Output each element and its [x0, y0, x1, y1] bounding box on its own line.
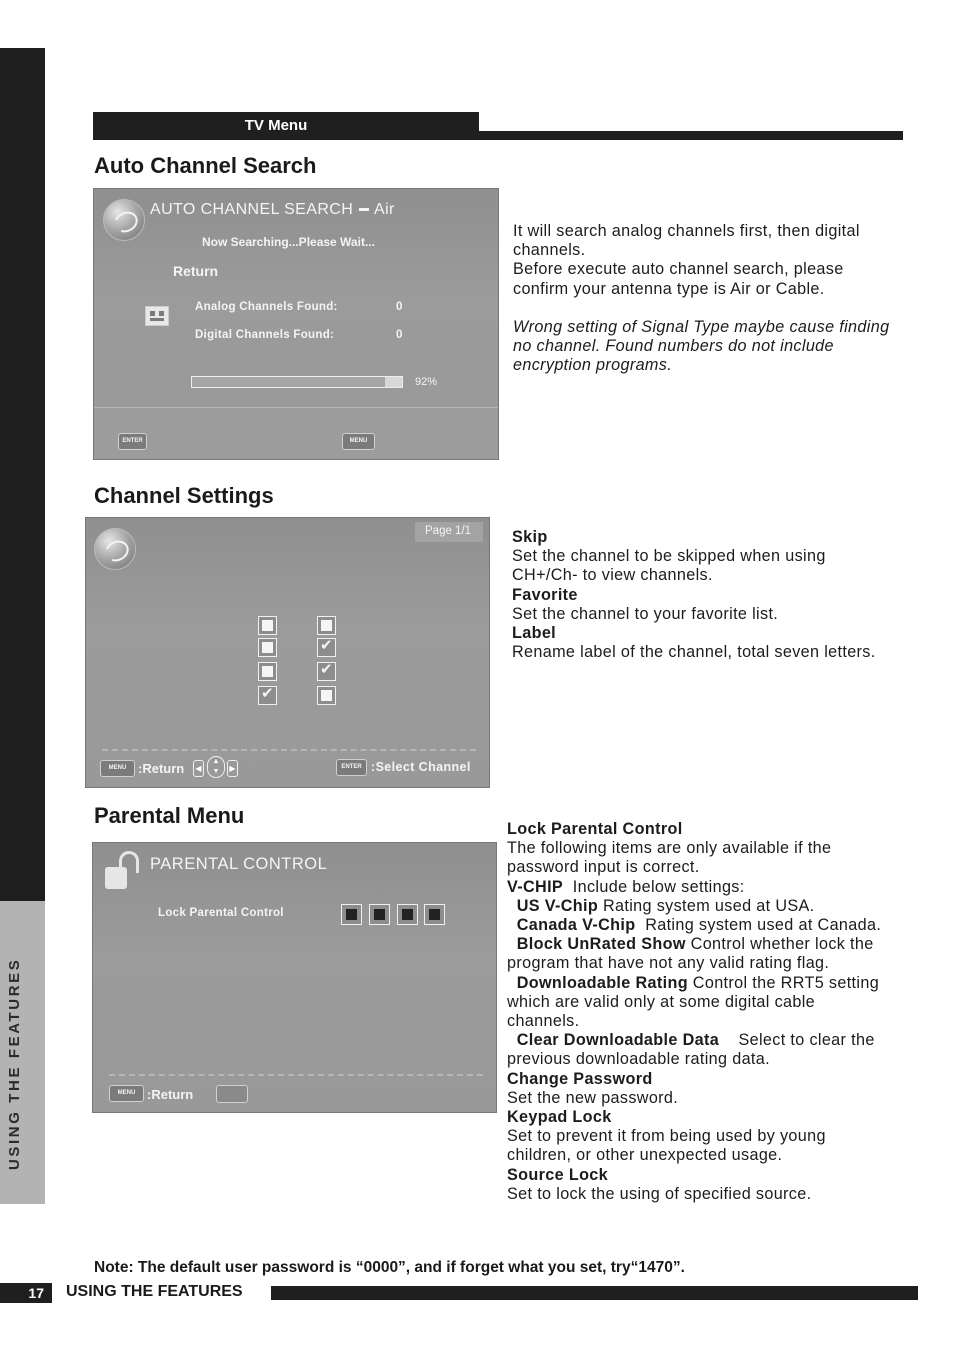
download-title: Downloadable Rating	[516, 973, 688, 992]
progress-bar	[191, 376, 403, 388]
channel-checkbox[interactable]	[258, 616, 277, 635]
channel-checkbox[interactable]	[317, 686, 336, 705]
enter-key[interactable]: ENTER	[336, 759, 367, 776]
header-tab: TV Menu	[93, 112, 479, 140]
canada-vchip-title: Canada V-Chip	[516, 916, 636, 935]
check-icon: ✔	[320, 637, 333, 654]
parental-title: Parental Menu	[94, 803, 245, 828]
vchip-title: V-CHIP	[507, 877, 564, 896]
label-desc: Rename label of the channel, total seven letters.	[512, 643, 876, 662]
channel-settings-description	[512, 528, 892, 662]
page-indicator: Page 1/1	[425, 525, 472, 537]
page-number: 17	[0, 1283, 52, 1303]
screen-divider	[102, 749, 476, 751]
menu-key[interactable]: MENU	[342, 433, 375, 450]
sidebar-dark-band	[0, 48, 45, 901]
menu-key[interactable]: MENU	[109, 1085, 144, 1102]
footer-section-title: USING THE FEATURES	[66, 1283, 243, 1300]
desc-note: Wrong setting of Signal Type maybe cause finding no channel. Found numbers do not include encryption programs.	[513, 317, 890, 375]
source-title: Source Lock	[507, 1165, 609, 1184]
screen-heading: AUTO CHANNEL SEARCH Air	[150, 201, 395, 218]
channel-checkbox[interactable]	[317, 616, 336, 635]
parental-screen	[92, 842, 497, 1113]
lock-desc: The following items are only available if the password input is correct.	[507, 839, 832, 877]
empty-box	[321, 620, 332, 631]
blank-key[interactable]	[216, 1085, 248, 1103]
select-hint: :Select Channel	[371, 760, 471, 774]
channel-checkbox[interactable]	[258, 638, 277, 657]
clear-title: Clear Downloadable Data	[516, 1031, 720, 1050]
pin-box-1[interactable]	[341, 904, 362, 925]
clear-desc: Select to clear the previous downloadable rating data.	[507, 1031, 875, 1069]
label-title: Label	[512, 624, 557, 643]
pin-box-3[interactable]	[397, 904, 418, 925]
desc-line-2: Before execute auto channel search, please confirm your antenna type is Air or Cable.	[513, 260, 844, 298]
skip-title: Skip	[512, 528, 548, 546]
favorite-desc: Set the channel to your favorite list.	[512, 604, 779, 623]
analog-count: 0	[396, 301, 403, 313]
digital-label: Digital Channels Found:	[195, 329, 335, 341]
globe-icon	[103, 199, 145, 241]
empty-box	[262, 620, 273, 631]
pin-box-2[interactable]	[369, 904, 390, 925]
screen-divider	[109, 1074, 483, 1076]
signal-type: Air	[374, 201, 395, 218]
return-hint: :Return	[138, 761, 185, 776]
enter-key[interactable]: ENTER	[118, 433, 147, 450]
us-vchip-desc: Rating system used at USA.	[602, 896, 815, 915]
password-note: Note: The default user password is “0000”, and if forget what you set, try“1470”.	[94, 1259, 685, 1276]
favorite-title: Favorite	[512, 585, 578, 604]
lock-parental-label: Lock Parental Control	[158, 907, 284, 919]
channel-checkbox[interactable]	[258, 686, 277, 705]
return-hint: :Return	[147, 1087, 194, 1102]
password-desc: Set the new password.	[507, 1088, 679, 1107]
pin-box-4[interactable]	[424, 904, 445, 925]
digital-count: 0	[396, 329, 403, 341]
auto-search-title: Auto Channel Search	[94, 153, 317, 178]
canada-vchip-desc: Rating system used at Canada.	[645, 916, 882, 935]
screen-heading: PARENTAL CONTROL	[150, 855, 328, 873]
right-arrow-icon: ▶	[227, 760, 238, 777]
us-vchip-title: US V-Chip	[516, 896, 599, 915]
keypad-desc: Set to prevent it from being used by young children, or other unexpected usage.	[507, 1127, 826, 1165]
left-arrow-icon: ◀	[193, 760, 204, 777]
lock-title: Lock Parental Control	[507, 820, 683, 838]
channel-checkbox[interactable]	[258, 662, 277, 681]
empty-box	[262, 666, 273, 677]
source-desc: Set to lock the using of specified source.	[507, 1184, 812, 1203]
desc-line-1: It will search analog channels first, then digital channels.	[513, 222, 860, 260]
analog-label: Analog Channels Found:	[195, 301, 338, 313]
auto-search-description	[513, 222, 893, 375]
progress-text: 92%	[415, 376, 438, 388]
lock-shackle	[119, 851, 139, 873]
screen-footer	[94, 407, 498, 459]
progress-fill	[192, 377, 385, 387]
auto-search-screen	[93, 188, 499, 460]
channel-settings-title: Channel Settings	[94, 483, 274, 508]
empty-box	[262, 642, 273, 653]
channel-checkbox[interactable]	[317, 662, 336, 681]
channel-checkbox[interactable]	[317, 638, 336, 657]
menu-key[interactable]: MENU	[100, 760, 135, 777]
parental-description	[507, 820, 892, 1204]
channel-icon	[145, 306, 169, 326]
empty-box	[321, 690, 332, 701]
footer-rule	[271, 1286, 918, 1300]
unrated-desc: Control whether lock the program that have not any valid rating flag.	[507, 935, 874, 973]
keypad-title: Keypad Lock	[507, 1108, 612, 1127]
globe-icon	[94, 528, 136, 570]
check-icon: ✔	[320, 661, 333, 678]
up-down-arrow-icon: ▲ ▼	[207, 756, 225, 778]
download-desc: Control the RRT5 setting which are valid only at some digital cable channels.	[507, 973, 880, 1031]
vchip-desc: Include below settings:	[572, 877, 745, 896]
channel-settings-screen	[85, 517, 490, 788]
unrated-title: Block UnRated Show	[516, 935, 686, 954]
search-status: Now Searching...Please Wait...	[202, 235, 375, 249]
password-title: Change Password	[507, 1069, 653, 1088]
check-icon: ✔	[261, 685, 274, 702]
return-option[interactable]: Return	[173, 263, 219, 279]
skip-desc: Set the channel to be skipped when using CH+/Ch- to view channels.	[512, 547, 826, 585]
sidebar-label: USING THE FEATURES	[6, 957, 23, 1170]
